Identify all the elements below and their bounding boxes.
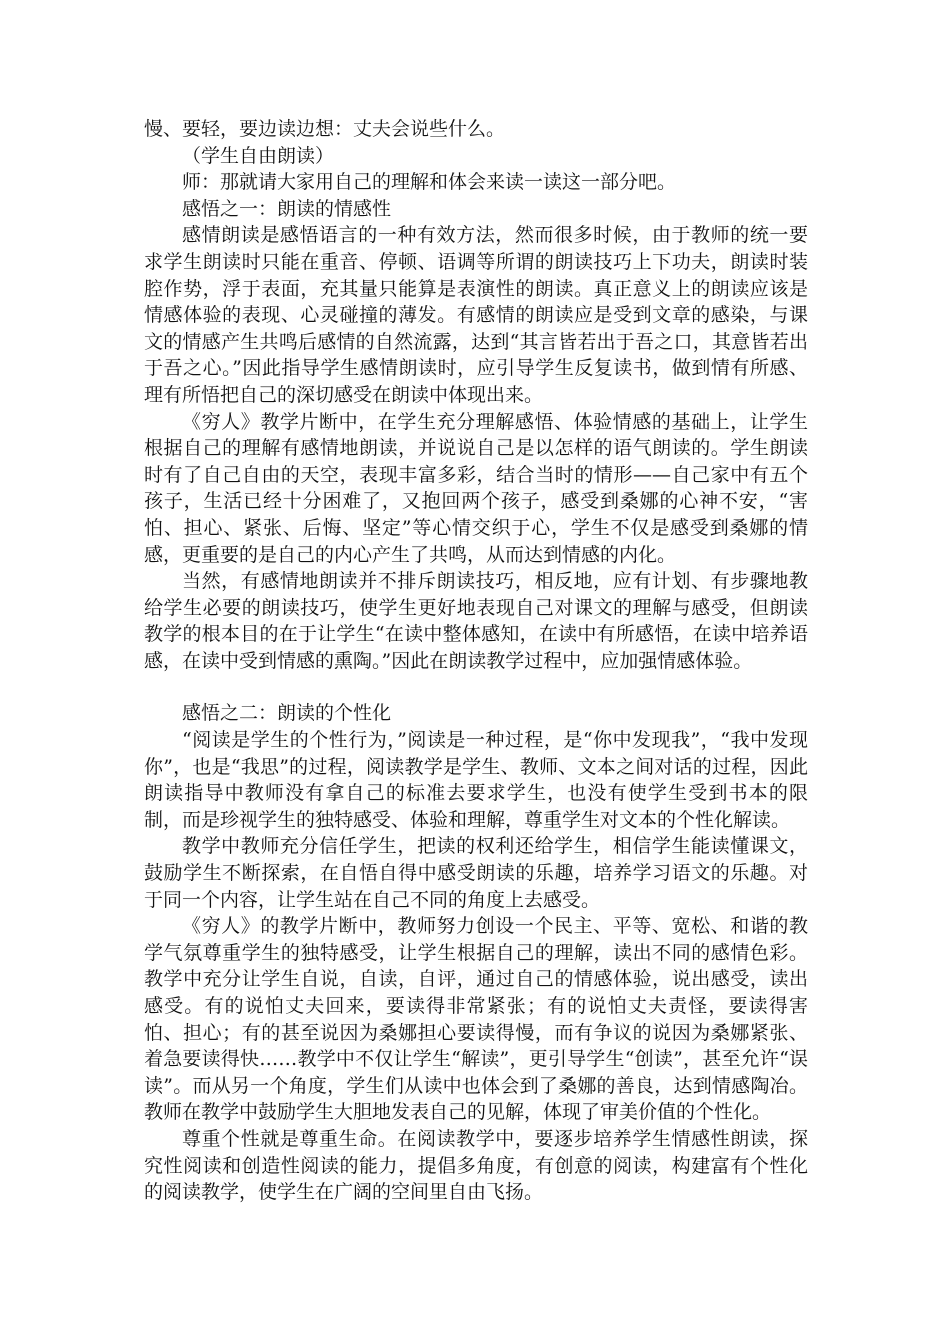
paragraph: 尊重个性就是尊重生命。在阅读教学中，要逐步培养学生情感性朗读，探究性阅读和创造性阅读的能力，提倡多角度，有创意的阅读，构建富有个性化的阅读教学，使学生在广阔的空间里自由飞扬。	[144, 1127, 808, 1204]
section-heading: 感悟之二：朗读的个性化	[182, 702, 392, 725]
paragraph: 当然，有感情地朗读并不排斥朗读技巧，相反地，应有计划、有步骤地教给学生必要的朗读技巧，使学生更好地表现自己对课文的理解与感受，但朗读教学的根本目的在于让学生“在读中整体感知，在读中有所感悟，在读中培养语感，在读中受到情感的熏陶。”因此在朗读教学过程中，应加强情感体验。	[144, 570, 808, 672]
document-body	[144, 116, 808, 1206]
paragraph: 感情朗读是感悟语言的一种有效方法，然而很多时候，由于教师的统一要求学生朗读时只能在重音、停顿、语调等所谓的朗读技巧上下功夫，朗读时装腔作势，浮于表面，充其量只能算是表演性的朗读。真正意义上的朗读应该是情感体验的表现、心灵碰撞的薄发。有感情的朗读应是受到文章的感染，与课文的情感产生共鸣后感情的自然流露，达到“其言皆若出于吾之口，其意皆若出于吾之心。”因此指导学生感情朗读时，应引导学生反复读书，做到情有所感、理有所悟把自己的深切感受在朗读中体现出来。	[144, 224, 808, 406]
paragraph: 师：那就请大家用自己的理解和体会来读一读这一部分吧。	[182, 171, 677, 194]
paragraph: 教学中教师充分信任学生，把读的权利还给学生，相信学生能读懂课文，鼓励学生不断探索，在自悟自得中感受朗读的乐趣，培养学习语文的乐趣。对于同一个内容，让学生站在自己不同的角度上去感受。	[144, 835, 808, 911]
blank-line	[144, 674, 808, 700]
paragraph: （学生自由朗读）	[182, 144, 335, 167]
paragraph: “阅读是学生的个性行为，”阅读是一种过程，是“你中发现我”，“我中发现你”，也是“我思”的过程，阅读教学是学生、教师、文本之间对话的过程，因此朗读指导中教师没有拿自己的标准去要求学生，也没有使学生受到书本的限制，而是珍视学生的独特感受、体验和理解，尊重学生对文本的个性化解读。	[144, 729, 808, 831]
paragraph: 慢、要轻，要边读边想：丈夫会说些什么。	[144, 118, 506, 140]
paragraph: 《穷人》教学片断中，在学生充分理解感悟、体验情感的基础上，让学生根据自己的理解有感情地朗读，并说说自己是以怎样的语气朗读的。学生朗读时有了自己自由的天空，表现丰富多彩，结合当时的情形——自己家中有五个孩子，生活已经十分困难了，又抱回两个孩子，感受到桑娜的心神不安，“害怕、担心、紧张、后悔、坚定”等心情交织于心，学生不仅是感受到桑娜的情感，更重要的是自己的内心产生了共鸣，从而达到情感的内化。	[144, 410, 808, 566]
paragraph: 《穷人》的教学片断中，教师努力创设一个民主、平等、宽松、和谐的教学气氛尊重学生的独特感受，让学生根据自己的理解，读出不同的感情色彩。教学中充分让学生自说，自读，自评，通过自己的情感体验，说出感受，读出感受。有的说怕丈夫回来，要读得非常紧张；有的说怕丈夫责怪，要读得害怕、担心；有的甚至说因为桑娜担心要读得慢，而有争议的说因为桑娜紧张、着急要读得快……教学中不仅让学生“解读”，更引导学生“创读”，甚至允许“误读”。而从另一个角度，学生们从读中也体会到了桑娜的善良，达到情感陶冶。教师在教学中鼓励学生大胆地发表自己的见解，体现了审美价值的个性化。	[144, 915, 808, 1124]
section-heading: 感悟之一：朗读的情感性	[182, 197, 392, 220]
